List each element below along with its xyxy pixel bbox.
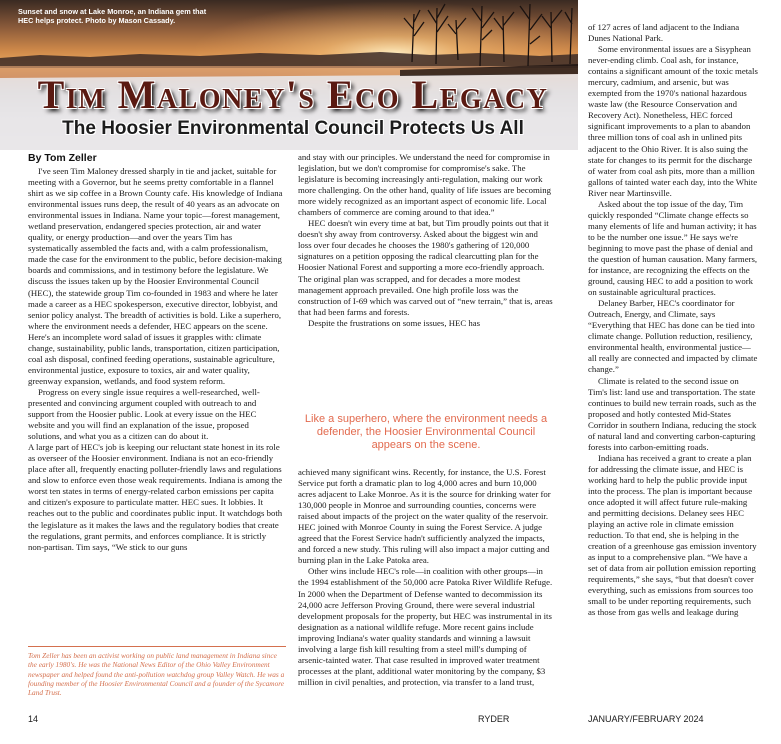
paragraph: A large part of HEC's job is keeping our reluctant state honest in its role as overseer of the Hoosier environment. Indiana is not an eco-friendly place after all, frequently enacting polluter-friendly laws and regulations and slow to enforce even those weak requirements. Indiana is among the worst ten states in terms of energy-related carbon emissions per capita and citizen's exposure to particulate matter. HEC sues. It lobbies. It reaches out to the public and coordinates public input. It watchdogs both the legislature as it makes the laws and the regulatory bodies that create the regulations, grant permits, and enforces compliance. It is strictly non-partisan. Tim says, “We stick to our guns: [28, 442, 283, 552]
paragraph: Despite the frustrations on some issues, HEC has: [308, 317, 481, 328]
paragraph: I've seen Tim Maloney dressed sharply in tie and jacket, suitable for meeting with a Governor, but he seems pretty comfortable in a flannel shirt as we sip coffee in a Brown County cafe. His knowledge of Indiana environmental issues runs deep, the result of 40 years as an advocate on environmental issues in Indiana. Name your topic—forest management, wetland preservation, endangered species protection, air and water quality, or energy production—and over the years Tim has systematically assembled the facts and, with a calm professionalism, made the case for the environment to the public, before decision-making boards and commissions, and in testimony before the legislature. We discuss the issues taken up by the Hoosier Environmental Council (HEC), the statewide group Tim co-founded in 1983 and where he later made a career as a HEC spokesperson, executive director, lobbyist, and senior policy analyst. The breadth of activities is bold. Like a superhero, where the environment needs a defender, HEC appears on the scene. Here's an incomplete word salad of issues it grapples with: climate change, sustainability, public lands, transportation, citizen participation, coal ash disposal, confined feeding operations, sustainable agriculture, environmental justice, exposure to toxics, air and water quality, greenway expansion, wetlands, and food system reform.: [28, 166, 283, 386]
paragraph: achieved many significant wins. Recently, for instance, the U.S. Forest Service put forth a dramatic plan to log 4,000 acres and burn 10,000 acres adjacent to Lake Monroe. As it is the source for drinking water for 130,000 people in Monroe and surrounding counties, concerns were raised about impacts of the project on the water quality of the reservoir. HEC joined with Monroe County in suing the Forest Service. A judge agreed that the Forest Service hadn't sufficiently analyzed the impacts, and forced a new study. This ruling will also impact a major cutting and burning plan in the Lake Patoka area.: [298, 467, 551, 566]
paragraph: Asked about the top issue of the day, Tim quickly responded “Climate change effects so many elements of life and human activity; it has to be the number one issue.” He says we're beginning to move past the phase of denial and the question of human causation. Many farmers, for instance, are recognizing the effects on the ground, causing HEC to add a position to work on sustainable agricultural practices.: [588, 198, 758, 298]
column-2-top: [298, 152, 553, 329]
hero-photo: [0, 0, 578, 150]
column-1: [28, 166, 284, 553]
issue-date: JANUARY/FEBRUARY 2024: [588, 714, 704, 724]
article-title: Tim Maloney's Eco Legacy: [37, 72, 549, 117]
byline: By Tom Zeller: [28, 152, 97, 164]
paragraph: Some environmental issues are a Sisyphean never-ending climb. Coal ash, for instance, contains a significant amount of the toxic metals mercury, cadmium, and arsenic, but was exempted from the 1970's national hazardous waste law (the Resource Conservation and Recovery Act). Nonetheless, HEC forced significant improvements to a plan to abandon three million tons of coal ash in unlined pits adjacent to the Ohio River. It is also suing the state for changes to its permit for the discharge of water from coal ash pits, more than a million gallons of tainted water each day, into the White River near Martinsville.: [588, 44, 758, 198]
paragraph: and stay with our principles. We understand the need for compromise in legislation, but we don't compromise for compromise's sake. The legislature is becoming increasingly anti-regulation, making our work more challenging. On the other hand, quality of life issues are becoming more widely recognized as an important aspect of economic life. Local chambers of commerce are coming around to that idea.”: [298, 152, 551, 218]
author-bio: Tom Zeller has been an activist working on public land management in Indiana since the early 1980's. He was the National News Editor of the Ohio Valley Environment newspaper and helped found the anti-pollution watchdog group Valley Watch. He was a founding member of the Hoosier Environmental Council and a founder of the Sycamore Land Trust.: [28, 646, 286, 697]
article-subtitle: The Hoosier Environmental Council Protects Us All: [62, 118, 524, 139]
paragraph: Delaney Barber, HEC's coordinator for Outreach, Energy, and Climate, says “Everything that HEC has done can be tied into climate change. Pollution reduction, resiliency, environmental health, environmental justice—all really are connected and impacted by climate change.”: [588, 298, 758, 375]
pull-quote: Like a superhero, where the environment needs a defender, the Hoosier Environmental Council appears on the scene.: [304, 413, 548, 451]
column-2-bottom: [298, 467, 553, 688]
photo-caption: Sunset and snow at Lake Monroe, an Indiana gem that HEC helps protect. Photo by Mason Cassady.: [18, 7, 207, 25]
column-3: [588, 22, 758, 619]
paragraph: Progress on every single issue requires a well-researched, well-presented and convincing argument coupled with outreach to and support from the Hoosier public. Look at every issue on the HEC website and you will find an explanation of the issue, proposed solutions, and what you as a citizen can do about it.: [28, 386, 260, 442]
paragraph: HEC doesn't win every time at bat, but Tim proudly points out that it doesn't shy away from controversy. Asked about the biggest win and loss over four decades he chooses the 1980's gathering of 120,000 signatures on a petition opposing the radical clearcutting plan for the Hoosier National Forest and supporting a more eco-friendly approach. The original plan was scrapped, and for decades a more modest management approach prevailed. One high profile loss was the construction of I-69 which was carved out of “new terrain,” that is, areas that had been farms and forests.: [298, 218, 553, 317]
paragraph: of 127 acres of land adjacent to the Indiana Dunes National Park.: [588, 22, 740, 44]
paragraph: Indiana has received a grant to create a plan for addressing the climate issue, and HEC is working hard to help the public provide input into the process. The plan is important because once adopted it will affect future rule-making and permitting decisions. Delaney sees HEC playing an active role in climate emission reduction. To that end, she is helping in the creation of a greenhouse gas emission inventory as input to a comprehensive plan. “We have a set of data from air pollution emission reporting requirements,” she says, “but that doesn't cover everything, such as emissions from sources too small to be under reporting requirements, such as those from gas wells and leakage during: [588, 452, 757, 618]
page-number: 14: [28, 714, 39, 724]
paragraph: Other wins include HEC's role—in coalition with other groups—in the 1994 establishment of the 50,000 acre Patoka River Wildlife Refuge. In 2000 when the Department of Defense wanted to decommission its 24,000 acre Jefferson Proving Ground, there were several industrial development proposals for the property, but HEC was instrumental in its designation as a national wildlife refuge. More recent gains include improving Indiana's water quality standards and winning a lawsuit involving a large fish kill resulting from a steel mill's dumping of arsenic-tainted water. That case resulted in improved water treatment processes at the plant, additional water monitoring by the company, $3 million in civil penalties, and protection, via transfer to a land trust,: [298, 566, 553, 687]
paragraph: Climate is related to the second issue on Tim's list: land use and transportation. The state continues to build new terrain roads, such as the proposed and hotly contested Mid-States Corridor in southern Indiana, reducing the stock of natural land and converting carbon-capturing forests into carbon-emitting roads.: [588, 375, 757, 452]
publication-name: RYDER: [478, 714, 510, 724]
